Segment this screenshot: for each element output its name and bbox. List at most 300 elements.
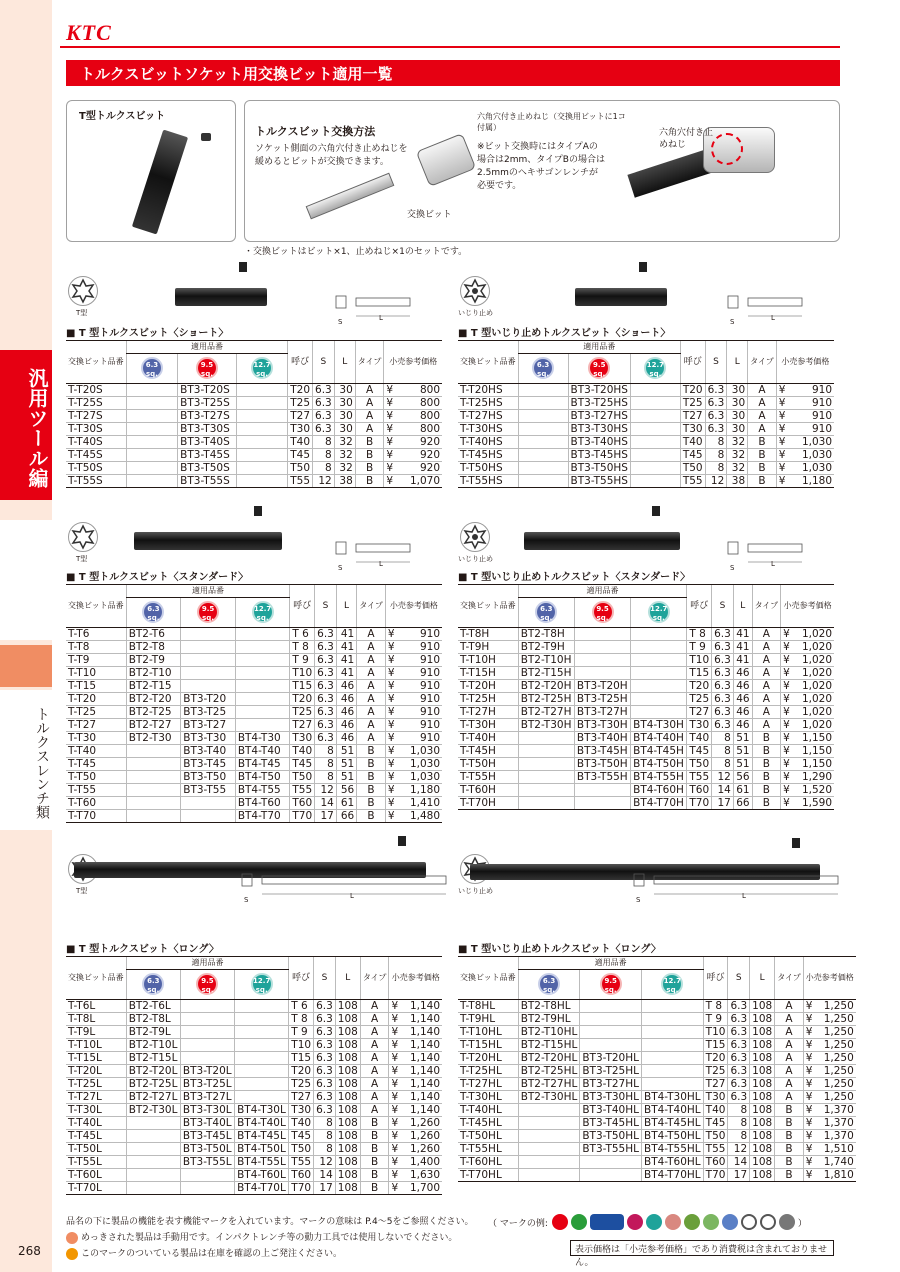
table-cell: BT3-T50H xyxy=(574,758,630,771)
table-cell: 8 xyxy=(315,771,337,784)
table-cell: 17 xyxy=(712,797,734,810)
table-cell: ¥ xyxy=(389,1000,402,1013)
set-screw-photo xyxy=(239,262,247,272)
table-cell: BT3-T45H xyxy=(574,745,630,758)
dim-l-label: L xyxy=(771,314,775,322)
table-cell: 66 xyxy=(336,810,356,823)
table-cell: 30 xyxy=(727,384,748,397)
table-cell: BT3-T55 xyxy=(181,784,236,797)
table-row xyxy=(66,1000,442,1013)
table-title: ■ T 型トルクスビット〈ロング〉 xyxy=(66,944,219,955)
table-cell: ¥ xyxy=(389,1169,402,1182)
table-cell: 51 xyxy=(733,732,752,745)
table-row xyxy=(66,1143,442,1156)
table-cell xyxy=(181,628,236,641)
table-cell: 1,250 xyxy=(816,1039,856,1052)
table-cell: T10 xyxy=(687,654,712,667)
table-cell: T-T45 xyxy=(66,758,126,771)
table-cell: BT2-T6 xyxy=(126,628,181,641)
table-cell: B xyxy=(355,436,384,449)
table-cell: T 9 xyxy=(687,641,712,654)
table-cell: ¥ xyxy=(803,1039,816,1052)
table-cell: BT4-T50H xyxy=(631,758,687,771)
table-cell xyxy=(126,1130,180,1143)
table-cell: T25 xyxy=(288,397,313,410)
table-cell: 51 xyxy=(336,771,356,784)
table-cell: T-T30HL xyxy=(458,1091,518,1104)
table-cell: ¥ xyxy=(776,475,790,488)
table-cell: B xyxy=(752,771,781,784)
table-cell xyxy=(518,410,568,423)
table-cell: BT3-T45S xyxy=(178,449,237,462)
table-cell: A xyxy=(752,680,781,693)
table-cell: BT2-T20L xyxy=(126,1065,180,1078)
table-cell: 6.3 xyxy=(728,1052,750,1065)
table-cell: T-T8 xyxy=(66,641,126,654)
table-cell: ¥ xyxy=(803,1117,816,1130)
torx-tamper-icon xyxy=(460,276,490,306)
table-cell: 6.3 xyxy=(314,1104,336,1117)
tamper-mark-icon xyxy=(779,1214,795,1230)
table-cell xyxy=(631,680,687,693)
type-label: T型 xyxy=(76,309,88,317)
table-cell xyxy=(630,384,680,397)
table-cell: 14 xyxy=(728,1156,750,1169)
table-cell: 1,020 xyxy=(793,667,834,680)
table-cell xyxy=(236,384,287,397)
table-cell: 1,250 xyxy=(816,1000,856,1013)
table-row xyxy=(66,1182,442,1195)
table-cell: BT2-T30L xyxy=(126,1104,180,1117)
table-cell: BT2-T8L xyxy=(126,1013,180,1026)
set-screw-photo xyxy=(792,838,800,848)
table-cell: T40 xyxy=(687,732,712,745)
table-cell: BT3-T30 xyxy=(181,732,236,745)
table-cell: BT3-T45HS xyxy=(568,449,630,462)
header-95sq xyxy=(180,970,234,1000)
table-cell: 1,520 xyxy=(793,784,834,797)
table-cell: 1,150 xyxy=(793,732,834,745)
table-cell: T70 xyxy=(290,810,315,823)
table-cell xyxy=(235,654,290,667)
table-cell: BT3-T50HS xyxy=(568,462,630,475)
table-cell: T25 xyxy=(290,706,315,719)
table-cell: 910 xyxy=(399,667,442,680)
table-cell: 32 xyxy=(727,449,748,462)
table-cell: BT2-T20HL xyxy=(518,1052,580,1065)
table-cell: T20 xyxy=(680,384,705,397)
table-cell: T-T9HL xyxy=(458,1013,518,1026)
table-row xyxy=(66,1013,442,1026)
table-cell: 108 xyxy=(335,1039,360,1052)
table-cell: 6.3 xyxy=(712,680,734,693)
table-cell: BT3-T45L xyxy=(180,1130,234,1143)
table-cell: BT3-T40HS xyxy=(568,436,630,449)
table-cell: 32 xyxy=(334,462,355,475)
table-cell: B xyxy=(752,745,781,758)
table-cell: 920 xyxy=(398,462,442,475)
header-s: S xyxy=(313,341,335,384)
table-cell: T30 xyxy=(288,423,313,436)
table-cell xyxy=(236,397,287,410)
table-cell: BT4-T30H xyxy=(631,719,687,732)
table-row xyxy=(458,1130,856,1143)
table-cell xyxy=(235,1052,289,1065)
table-cell: ¥ xyxy=(384,475,398,488)
table-row xyxy=(66,1026,442,1039)
table-cell: 108 xyxy=(750,1156,775,1169)
table-cell: 6.3 xyxy=(315,732,337,745)
table-cell xyxy=(580,1169,642,1182)
table-cell: 1,020 xyxy=(793,641,834,654)
table-cell: 6.3 xyxy=(728,1013,750,1026)
table-cell: T-T8H xyxy=(458,628,518,641)
dim-l-label: L xyxy=(379,314,383,322)
table-cell: BT3-T20H xyxy=(574,680,630,693)
drive-95-icon: 9.5 sq. xyxy=(196,973,218,995)
table-cell: BT2-T25L xyxy=(126,1078,180,1091)
green-mark-icon xyxy=(684,1214,700,1230)
table-cell: B xyxy=(360,1169,389,1182)
table-cell: 6.3 xyxy=(728,1026,750,1039)
table-row xyxy=(66,423,442,436)
leaf-mark-icon xyxy=(703,1214,719,1230)
table-cell xyxy=(518,1117,580,1130)
table-cell: BT2-T10L xyxy=(126,1039,180,1052)
table-cell xyxy=(126,410,177,423)
table-cell: BT3-T25HL xyxy=(580,1065,642,1078)
table-row xyxy=(66,732,442,745)
table-cell: BT2-T15H xyxy=(518,667,574,680)
table-cell: T-T45H xyxy=(458,745,518,758)
angle36b-mark-icon xyxy=(646,1214,662,1230)
table-cell: ¥ xyxy=(385,810,398,823)
table-row xyxy=(458,1078,856,1091)
table-cell: 1,250 xyxy=(816,1078,856,1091)
table-cell xyxy=(235,1000,289,1013)
table-cell: A xyxy=(357,706,386,719)
drive-63-icon: 6.3 sq. xyxy=(538,973,560,995)
table-cell: 6.3 xyxy=(705,423,727,436)
table-cell: 46 xyxy=(733,719,752,732)
table-row xyxy=(66,449,442,462)
socket-image xyxy=(416,133,477,187)
table-row xyxy=(66,462,442,475)
table-cell: T25 xyxy=(680,397,705,410)
header-size: 呼び xyxy=(687,585,712,628)
table-cell: T-T40 xyxy=(66,745,126,758)
table-cell: T-T40S xyxy=(66,436,126,449)
table-cell: 41 xyxy=(336,654,356,667)
table-cell: BT4-T40 xyxy=(235,745,290,758)
table-cell: T70 xyxy=(703,1169,728,1182)
table-cell: 30 xyxy=(334,423,355,436)
table-cell: T50 xyxy=(289,1143,314,1156)
table-cell: T-T30S xyxy=(66,423,126,436)
table-cell: ¥ xyxy=(389,1091,402,1104)
header-s: S xyxy=(314,957,336,1000)
table-cell: 8 xyxy=(728,1104,750,1117)
table-cell: T-T55HS xyxy=(458,475,518,488)
table-cell: B xyxy=(360,1117,389,1130)
table-cell xyxy=(235,706,290,719)
table-cell: 1,250 xyxy=(816,1091,856,1104)
table-cell xyxy=(518,397,568,410)
table-cell: 910 xyxy=(399,680,442,693)
table-cell: BT2-T10HL xyxy=(518,1026,580,1039)
table-cell: BT4-T55L xyxy=(235,1156,289,1169)
table-cell: A xyxy=(360,1000,389,1013)
table-cell: 910 xyxy=(399,628,442,641)
table-cell: 108 xyxy=(750,1039,775,1052)
table-cell: T27 xyxy=(288,410,313,423)
dim-s-label: S xyxy=(338,564,343,572)
table-cell xyxy=(574,628,630,641)
table-cell xyxy=(180,1026,234,1039)
section-tab[interactable]: 汎用ツール編 xyxy=(0,350,52,500)
table-cell: 41 xyxy=(336,628,356,641)
table-cell: 108 xyxy=(335,1130,360,1143)
table-cell: 108 xyxy=(335,1117,360,1130)
table-cell: 1,370 xyxy=(816,1117,856,1130)
table-cell: 6.3 xyxy=(314,1000,336,1013)
table-row xyxy=(458,1117,856,1130)
table-cell: 6.3 xyxy=(712,667,734,680)
table-cell: A xyxy=(355,410,384,423)
table-cell xyxy=(642,1013,704,1026)
header-price: 小売参考価格 xyxy=(803,957,856,1000)
table-cell: T40 xyxy=(680,436,705,449)
table-cell xyxy=(235,641,290,654)
drive-95-icon: 9.5 sq. xyxy=(197,601,219,623)
table-cell: BT2-T25 xyxy=(126,706,181,719)
table-cell: BT2-T8HL xyxy=(518,1000,580,1013)
table-cell: T27 xyxy=(703,1078,728,1091)
table-row xyxy=(458,384,834,397)
drive-95-icon: 9.5 sq. xyxy=(600,973,622,995)
table-row xyxy=(66,1065,442,1078)
table-cell: T40 xyxy=(288,436,313,449)
table-row xyxy=(66,1091,442,1104)
angle36-mark-icon xyxy=(627,1214,643,1230)
table-cell: T40 xyxy=(290,745,315,758)
table-cell: ¥ xyxy=(803,1169,816,1182)
set-screw-photo xyxy=(398,836,406,846)
table-row xyxy=(458,423,834,436)
table-cell: ¥ xyxy=(384,410,398,423)
table-cell: T60 xyxy=(703,1156,728,1169)
socket-screw-label: 六角穴付き止めねじ xyxy=(659,128,714,150)
header-size: 呼び xyxy=(680,341,705,384)
table-cell: A xyxy=(752,719,781,732)
table-cell: T15 xyxy=(289,1052,314,1065)
table-cell: BT2-T27HL xyxy=(518,1078,580,1091)
table-row xyxy=(458,1169,856,1182)
table-row xyxy=(458,732,834,745)
table-cell: T 9 xyxy=(290,654,315,667)
table-cell: ¥ xyxy=(776,449,790,462)
table-cell: A xyxy=(752,654,781,667)
table-cell: ¥ xyxy=(803,1104,816,1117)
table-cell: 1,260 xyxy=(402,1143,442,1156)
table-row xyxy=(458,784,834,797)
table-cell: 8 xyxy=(315,758,337,771)
header-95sq xyxy=(181,598,236,628)
table-cell: 6.3 xyxy=(315,654,337,667)
table-cell: 1,020 xyxy=(793,654,834,667)
set-screw-photo xyxy=(652,506,660,516)
table-cell: 108 xyxy=(335,1026,360,1039)
table-cell xyxy=(518,449,568,462)
table-row xyxy=(66,784,442,797)
table-cell: T-T9 xyxy=(66,654,126,667)
header-part: 交換ビット品番 xyxy=(66,341,126,384)
table-cell: BT2-T9 xyxy=(126,654,181,667)
table-cell: T30 xyxy=(289,1104,314,1117)
table-cell xyxy=(181,654,236,667)
table-cell xyxy=(574,667,630,680)
table-cell: B xyxy=(355,475,384,488)
table-cell: 17 xyxy=(314,1182,336,1195)
table-cell: 12 xyxy=(705,475,727,488)
table-cell: B xyxy=(357,797,386,810)
header-size: 呼び xyxy=(288,341,313,384)
table-cell: ¥ xyxy=(781,628,794,641)
table-cell: T45 xyxy=(687,745,712,758)
table-cell: BT2-T9HL xyxy=(518,1013,580,1026)
table-row xyxy=(458,1026,856,1039)
page-title: トルクスビットソケット用交換ビット適用一覧 xyxy=(66,60,840,86)
table-cell: 1,590 xyxy=(793,797,834,810)
table-cell: 108 xyxy=(335,1078,360,1091)
table-cell: 1,020 xyxy=(793,693,834,706)
table-cell: BT2-T10H xyxy=(518,654,574,667)
table-cell: 1,140 xyxy=(402,1013,442,1026)
table-cell: 41 xyxy=(733,654,752,667)
table-cell: 8 xyxy=(314,1143,336,1156)
table-cell: T-T10 xyxy=(66,667,126,680)
table-cell: BT3-T30H xyxy=(574,719,630,732)
table-cell: 12 xyxy=(315,784,337,797)
drive-127-icon: 12.7 sq. xyxy=(251,357,273,379)
table-cell: 41 xyxy=(336,641,356,654)
table-cell xyxy=(236,462,287,475)
table-cell: A xyxy=(748,410,777,423)
table-cell: BT3-T55S xyxy=(178,475,237,488)
table-cell: T-T60H xyxy=(458,784,518,797)
table-cell: B xyxy=(775,1143,804,1156)
header-rule xyxy=(60,46,840,48)
table-cell: B xyxy=(357,758,386,771)
table-cell xyxy=(630,475,680,488)
table-cell: T 8 xyxy=(290,641,315,654)
table-cell: 910 xyxy=(399,732,442,745)
table-cell xyxy=(126,1117,180,1130)
table-cell xyxy=(631,706,687,719)
table-cell: BT4-T45H xyxy=(631,745,687,758)
header-127sq xyxy=(235,970,289,1000)
table-cell: BT4-T40L xyxy=(235,1117,289,1130)
table-cell: 46 xyxy=(336,719,356,732)
table-row xyxy=(458,462,834,475)
table-cell: T40 xyxy=(289,1117,314,1130)
table-cell: BT2-T15 xyxy=(126,680,181,693)
table-cell: BT3-T20HL xyxy=(580,1052,642,1065)
table-cell xyxy=(630,397,680,410)
table-cell: ¥ xyxy=(803,1052,816,1065)
table-cell: 910 xyxy=(790,384,834,397)
table-cell xyxy=(126,784,181,797)
table-cell: 8 xyxy=(705,462,727,475)
table-cell: ¥ xyxy=(385,719,398,732)
table-cell: BT4-T60 xyxy=(235,797,290,810)
table-cell: BT4-T55HL xyxy=(642,1143,704,1156)
table-cell: A xyxy=(360,1091,389,1104)
table-cell: T-T27HL xyxy=(458,1078,518,1091)
dim-l-label: L xyxy=(350,892,354,900)
table-cell: 6.3 xyxy=(728,1078,750,1091)
table-cell: T-T30H xyxy=(458,719,518,732)
table-cell xyxy=(518,436,568,449)
table-row xyxy=(458,706,834,719)
t-type-bit-box xyxy=(66,100,236,242)
table-cell: T27 xyxy=(680,410,705,423)
table-cell: T-T15HL xyxy=(458,1039,518,1052)
table-cell: A xyxy=(360,1039,389,1052)
header-s: S xyxy=(712,585,734,628)
table-cell: A xyxy=(355,423,384,436)
table-cell xyxy=(180,1182,234,1195)
table-row xyxy=(66,436,442,449)
table-cell: T20 xyxy=(288,384,313,397)
table-cell: BT3-T20L xyxy=(180,1065,234,1078)
table-cell: 17 xyxy=(315,810,337,823)
table-cell: T50 xyxy=(703,1130,728,1143)
table-cell xyxy=(235,680,290,693)
header-type: タイプ xyxy=(752,585,781,628)
table-cell: 8 xyxy=(313,436,335,449)
table-cell: 6.3 xyxy=(314,1065,336,1078)
table-row xyxy=(66,1039,442,1052)
header-type: タイプ xyxy=(775,957,804,1000)
table-cell xyxy=(181,667,236,680)
table-cell: 1,410 xyxy=(399,797,442,810)
table-cell xyxy=(518,462,568,475)
table-cell xyxy=(518,1169,580,1182)
table-cell: 6.3 xyxy=(728,1039,750,1052)
table-cell: BT3-T40L xyxy=(180,1117,234,1130)
spec-table xyxy=(66,956,442,1195)
table-cell: T45 xyxy=(680,449,705,462)
table-cell: 46 xyxy=(733,693,752,706)
table-cell: T20 xyxy=(687,680,712,693)
category-tab[interactable]: トルクスレンチ類 xyxy=(0,690,52,830)
table-cell: ¥ xyxy=(781,732,794,745)
table-cell: B xyxy=(748,462,777,475)
table-cell: 108 xyxy=(750,1104,775,1117)
drive-127-icon: 12.7 sq. xyxy=(661,973,683,995)
table-cell: 6.3 xyxy=(314,1026,336,1039)
table-cell: 6.3 xyxy=(315,706,337,719)
table-cell xyxy=(574,654,630,667)
table-cell: T 6 xyxy=(289,1000,314,1013)
table-cell: 108 xyxy=(750,1091,775,1104)
table-cell: BT3-T40S xyxy=(178,436,237,449)
table-cell: T-T15H xyxy=(458,667,518,680)
table-cell xyxy=(580,1000,642,1013)
table-cell: 1,020 xyxy=(793,628,834,641)
table-cell: 1,250 xyxy=(816,1013,856,1026)
